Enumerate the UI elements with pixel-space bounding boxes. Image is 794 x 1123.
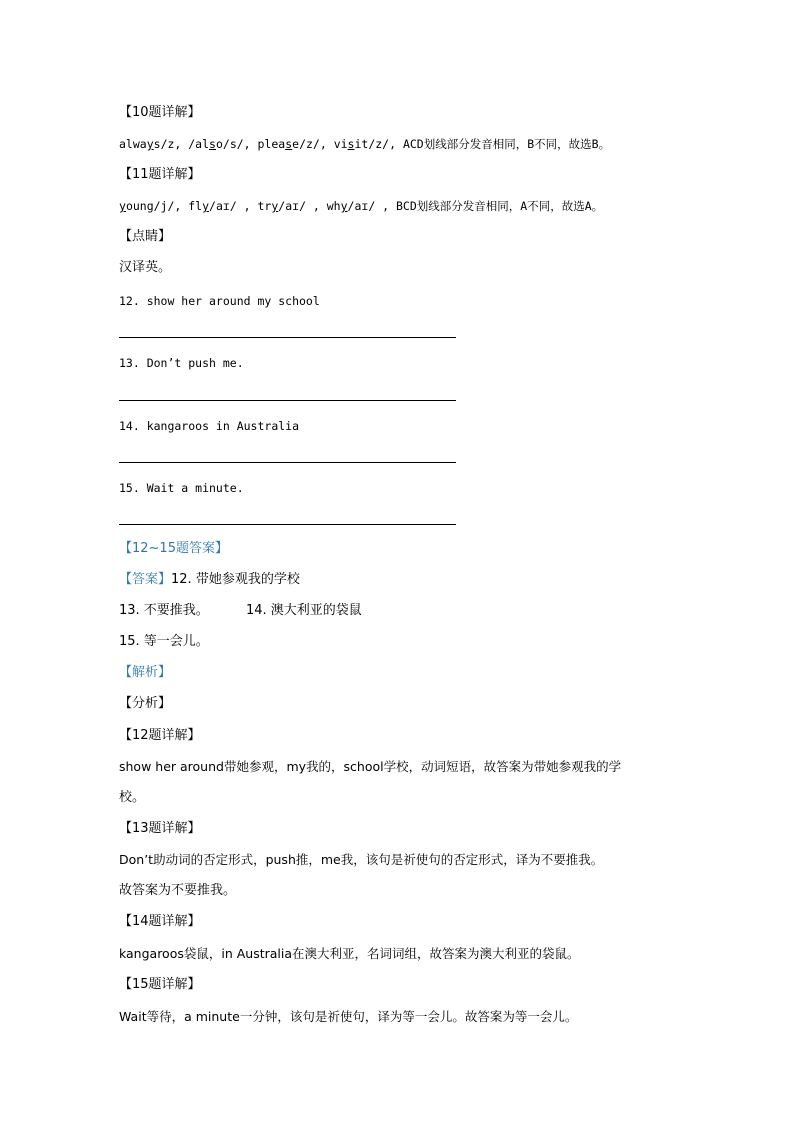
heading-q15: 【15题详解】	[119, 977, 201, 992]
heading-q13: 【13题详解】	[119, 821, 201, 836]
heading-q12: 【12题详解】	[119, 728, 201, 743]
explanation-q10: always/z, /also/s/, please/z/, visit/z/, ACD划线部分发音相同，B不同，故选B。	[119, 137, 611, 151]
heading-q10: 【10题详解】	[119, 105, 201, 120]
explanation-q11: young/j/, fly/aɪ/ , try/aɪ/ , why/aɪ/ , BCD划线部分发音相同，A不同，故选A。	[119, 199, 604, 213]
answer-line	[119, 462, 456, 463]
answer-14: 14. 澳大利亚的袋鼠	[246, 603, 362, 618]
answer-line	[119, 400, 456, 401]
explanation-q12: show her around带她参观，my我的，school学校，动词短语，故答案为带她参观我的学	[119, 759, 622, 774]
question-15: 15. Wait a minute.	[119, 481, 244, 495]
instruction: 汉译英。	[119, 260, 172, 275]
explanation-q13-cont: 故答案为不要推我。	[119, 883, 237, 898]
question-14: 14. kangaroos in Australia	[119, 419, 300, 433]
explanation-q14: kangaroos袋鼠，in Australia在澳大利亚，名词词组，故答案为澳大利亚的袋鼠。	[119, 946, 580, 961]
explanation-q15: Wait等待，a minute一分钟，该句是祈使句，译为等一会儿。故答案为等一会儿。	[119, 1009, 578, 1024]
answer-line	[119, 337, 456, 338]
fenxi-heading: 【分析】	[119, 696, 172, 711]
answer-line	[119, 524, 456, 525]
heading-q11: 【11题详解】	[119, 167, 201, 182]
answer-13: 13. 不要推我。	[119, 603, 209, 618]
question-12: 12. show her around my school	[119, 294, 320, 308]
answers-heading: 【12~15题答案】	[119, 541, 228, 556]
analysis-heading: 【解析】	[119, 665, 172, 680]
heading-dianjing: 【点睛】	[119, 229, 172, 244]
heading-q14: 【14题详解】	[119, 914, 201, 929]
explanation-q12-cont: 校。	[119, 790, 146, 805]
explanation-q13: Don’t助动词的否定形式，push推，me我，该句是祈使句的否定形式，译为不要推我。	[119, 852, 604, 867]
answer-12: 【答案】12. 带她参观我的学校	[119, 572, 300, 587]
answer-label: 【答案】	[119, 572, 172, 587]
answer-15: 15. 等一会儿。	[119, 634, 209, 649]
question-13: 13. Don’t push me.	[119, 356, 244, 370]
